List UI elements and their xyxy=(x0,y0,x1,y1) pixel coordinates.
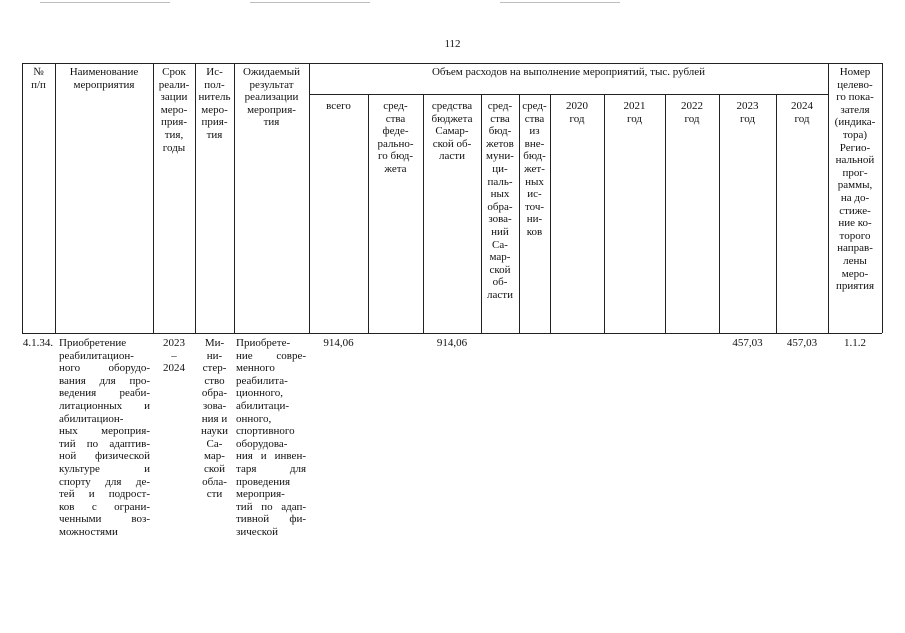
cell-line: го пока- xyxy=(836,91,874,104)
cell-line: приятия xyxy=(835,280,875,293)
header-regional-budget xyxy=(423,100,481,163)
cell-line: ства xyxy=(490,112,510,125)
cell-line: 2024 xyxy=(791,100,813,112)
cell-line: стиже- xyxy=(839,204,871,217)
cell-line: год xyxy=(794,112,810,125)
scan-top-edge-line xyxy=(40,2,170,3)
cell-line: нальной xyxy=(835,154,875,167)
cell-line: тий по адап- xyxy=(236,500,306,513)
column-border xyxy=(882,63,883,333)
cell-line: ведения реаби- xyxy=(59,387,150,400)
cell-line: всего xyxy=(326,100,351,112)
header-expected-result xyxy=(234,66,309,129)
cell-line: можностями xyxy=(59,525,118,538)
cell-line: ство xyxy=(204,374,225,387)
header-year-2022 xyxy=(665,100,719,125)
cell-line: ства xyxy=(385,112,406,125)
row-indicator-number: 1.1.2 xyxy=(844,337,866,349)
cell-line: рально- xyxy=(377,137,414,150)
header-bottom-border xyxy=(22,333,882,334)
cell-line: тия, xyxy=(164,128,184,141)
cell-line: средства xyxy=(431,100,473,112)
cell-line: пол- xyxy=(204,78,225,91)
header-implementation-term xyxy=(153,66,195,154)
cell-line: спорту для де- xyxy=(59,475,150,488)
cell-line: стер- xyxy=(202,362,227,375)
cell-line: сред- xyxy=(383,100,408,112)
cell-line: на до- xyxy=(840,191,870,204)
cell-line: ных xyxy=(525,175,544,188)
row-activity-name xyxy=(59,337,150,539)
cell-line: ни- xyxy=(206,349,223,362)
header-year-2021 xyxy=(604,100,665,125)
cell-line: бюд- xyxy=(488,125,512,138)
row-implementation-term xyxy=(153,337,195,375)
cell-line: направ- xyxy=(837,242,873,255)
cell-line: реабилита- xyxy=(236,374,288,387)
cell-line: ской xyxy=(203,462,226,475)
cell-line: мероприя- xyxy=(236,488,285,501)
cell-line: ласти xyxy=(439,150,465,163)
cell-line: Ис- xyxy=(206,66,223,78)
cell-line: ской об- xyxy=(432,137,472,150)
cell-line: культуре и xyxy=(59,462,150,475)
column-border xyxy=(665,94,666,333)
cell-line: 2021 xyxy=(623,100,646,112)
cell-line: онного, xyxy=(236,412,272,425)
cell-line: меро- xyxy=(841,267,869,280)
header-total xyxy=(309,100,368,113)
cell-line: мар- xyxy=(204,450,225,463)
column-border xyxy=(719,94,720,333)
cell-line: зателя xyxy=(840,103,870,116)
cell-line: Ми- xyxy=(204,337,225,349)
row-regional-budget: 914,06 xyxy=(436,337,468,349)
cell-line: мероприя- xyxy=(247,103,296,116)
cell-line: из xyxy=(529,125,540,138)
cell-line: прия- xyxy=(161,116,187,129)
cell-line: п/п xyxy=(31,78,46,91)
cell-line: – xyxy=(171,349,177,362)
cell-line: 2020 xyxy=(566,100,588,112)
cell-line: Приобрете- xyxy=(236,337,291,349)
header-year-2020 xyxy=(550,100,604,125)
cell-line: результат xyxy=(249,78,294,91)
row-executor xyxy=(195,337,234,501)
cell-line: вания для про- xyxy=(59,374,150,387)
cell-line: ной физической xyxy=(59,450,150,463)
cell-line: Наименование xyxy=(69,66,139,78)
cell-line: спортивного xyxy=(236,425,295,438)
cell-line: Регио- xyxy=(839,141,871,154)
cell-line: жета xyxy=(384,162,407,175)
cell-line: ние совре- xyxy=(236,349,306,362)
row-total: 914,06 xyxy=(323,337,354,349)
cell-line: прия- xyxy=(201,116,228,129)
cell-line: бюджета xyxy=(431,112,473,125)
cell-line: тей и подрост- xyxy=(59,488,150,501)
header-expenses-group: Объем расходов на выполнение мероприятий, тыс. рублей xyxy=(431,66,706,78)
cell-line: целево- xyxy=(837,78,873,91)
cell-line: год xyxy=(739,112,756,125)
cell-line: менного xyxy=(236,362,275,375)
cell-line: № xyxy=(33,66,44,78)
header-municipal-budget xyxy=(481,100,519,302)
cell-line: обра- xyxy=(487,200,513,213)
header-federal-budget xyxy=(368,100,423,176)
cell-line: ных xyxy=(490,188,510,201)
cell-line: тия xyxy=(206,128,223,141)
cell-line: вне- xyxy=(524,137,545,150)
cell-line: тия xyxy=(263,116,280,129)
cell-line: Приобретение xyxy=(59,337,127,349)
cell-line: паль- xyxy=(487,175,513,188)
cell-line: ний xyxy=(491,225,509,238)
cell-line: мар- xyxy=(489,251,511,264)
cell-line: раммы, xyxy=(837,179,873,192)
cell-line: обра- xyxy=(201,387,228,400)
cell-line: меро- xyxy=(201,103,228,116)
row-year-2023: 457,03 xyxy=(732,337,763,349)
cell-line: Са- xyxy=(206,437,223,450)
row-number: 4.1.34. xyxy=(22,337,54,349)
cell-line: тора) xyxy=(842,128,868,141)
cell-line: муни- xyxy=(486,150,514,163)
cell-line: зова- xyxy=(488,213,512,226)
header-activity-name xyxy=(55,66,153,91)
cell-line: год xyxy=(684,112,700,125)
cell-line: годы xyxy=(162,141,186,154)
cell-line: зова- xyxy=(202,399,227,412)
cell-line: ния и xyxy=(201,412,228,425)
header-indicator-number xyxy=(828,66,882,293)
header-year-2024 xyxy=(776,100,828,125)
cell-line: оборудова- xyxy=(236,437,288,450)
cell-line: Са- xyxy=(492,238,508,251)
cell-line: ласти xyxy=(487,288,513,301)
cell-line: реали- xyxy=(158,78,190,91)
cell-line: зической xyxy=(236,525,278,538)
cell-line: меро- xyxy=(160,103,188,116)
cell-line: нитель xyxy=(198,91,231,104)
cell-line: ние ко- xyxy=(838,217,872,230)
cell-line: Срок xyxy=(162,66,186,78)
cell-line: ской xyxy=(489,263,511,276)
cell-line: науки xyxy=(201,425,228,438)
cell-line: ци- xyxy=(492,162,508,175)
cell-line: 2023 xyxy=(736,100,759,112)
cell-line: ных мероприя- xyxy=(59,425,150,438)
cell-line: жет- xyxy=(524,162,545,175)
cell-line: ченными воз- xyxy=(59,513,150,526)
column-border xyxy=(22,63,23,333)
column-border xyxy=(550,94,551,333)
cell-line: ства xyxy=(524,112,545,125)
cell-line: торого xyxy=(839,229,871,242)
cell-line: ционного, xyxy=(236,387,284,400)
cell-line: проведения xyxy=(236,475,291,488)
row-year-2024: 457,03 xyxy=(786,337,818,349)
cell-line: сти xyxy=(206,488,223,501)
cell-line: мероприятия xyxy=(73,78,135,91)
expenses-group-divider xyxy=(309,94,828,95)
cell-line: Ожидаемый xyxy=(242,66,301,78)
column-border xyxy=(55,63,56,333)
cell-line: год xyxy=(569,112,585,125)
cell-line: (индика- xyxy=(834,116,876,129)
cell-line: сред- xyxy=(487,100,513,112)
cell-line: прог- xyxy=(842,166,868,179)
column-border xyxy=(776,94,777,333)
cell-line: 2023 xyxy=(163,337,185,349)
cell-line: тий по адаптив- xyxy=(59,437,150,450)
header-extrabudgetary xyxy=(519,100,550,239)
cell-line: об- xyxy=(492,276,508,289)
cell-line: ис- xyxy=(527,188,542,201)
table-top-border xyxy=(22,63,882,64)
column-border xyxy=(604,94,605,333)
cell-line: ков с ограни- xyxy=(59,500,150,513)
cell-line: Номер xyxy=(839,66,871,78)
header-year-2023 xyxy=(719,100,776,125)
scan-top-edge-line xyxy=(500,2,620,3)
cell-line: год xyxy=(626,112,643,125)
cell-line: ни- xyxy=(526,213,543,226)
cell-line: ного оборудо- xyxy=(59,362,150,375)
cell-line: абилитацион- xyxy=(59,412,124,425)
cell-line: тивной фи- xyxy=(236,513,306,526)
cell-line: 2024 xyxy=(163,362,185,375)
cell-line: сред- xyxy=(522,100,547,112)
cell-line: лены xyxy=(843,254,867,267)
cell-line: жетов xyxy=(486,137,514,150)
cell-line: го бюд- xyxy=(377,150,413,163)
cell-line: зации xyxy=(160,91,188,104)
cell-line: ков xyxy=(526,225,543,238)
cell-line: таря для xyxy=(236,462,306,475)
cell-line: литационных и xyxy=(59,399,150,412)
page-number: 112 xyxy=(444,38,461,50)
cell-line: обла- xyxy=(202,475,227,488)
header-executor xyxy=(195,66,234,142)
cell-line: реализации xyxy=(244,91,299,104)
cell-line: ния и инвен- xyxy=(236,450,306,463)
scan-top-edge-line xyxy=(250,2,370,3)
cell-line: 2022 xyxy=(681,100,703,112)
cell-line: бюд- xyxy=(523,150,546,163)
row-expected-result xyxy=(236,337,306,539)
header-number xyxy=(22,66,55,91)
cell-line: абилитаци- xyxy=(236,399,290,412)
cell-line: точ- xyxy=(524,200,545,213)
cell-line: реабилитацион- xyxy=(59,349,134,362)
cell-line: Самар- xyxy=(435,125,469,138)
cell-line: феде- xyxy=(382,125,409,138)
